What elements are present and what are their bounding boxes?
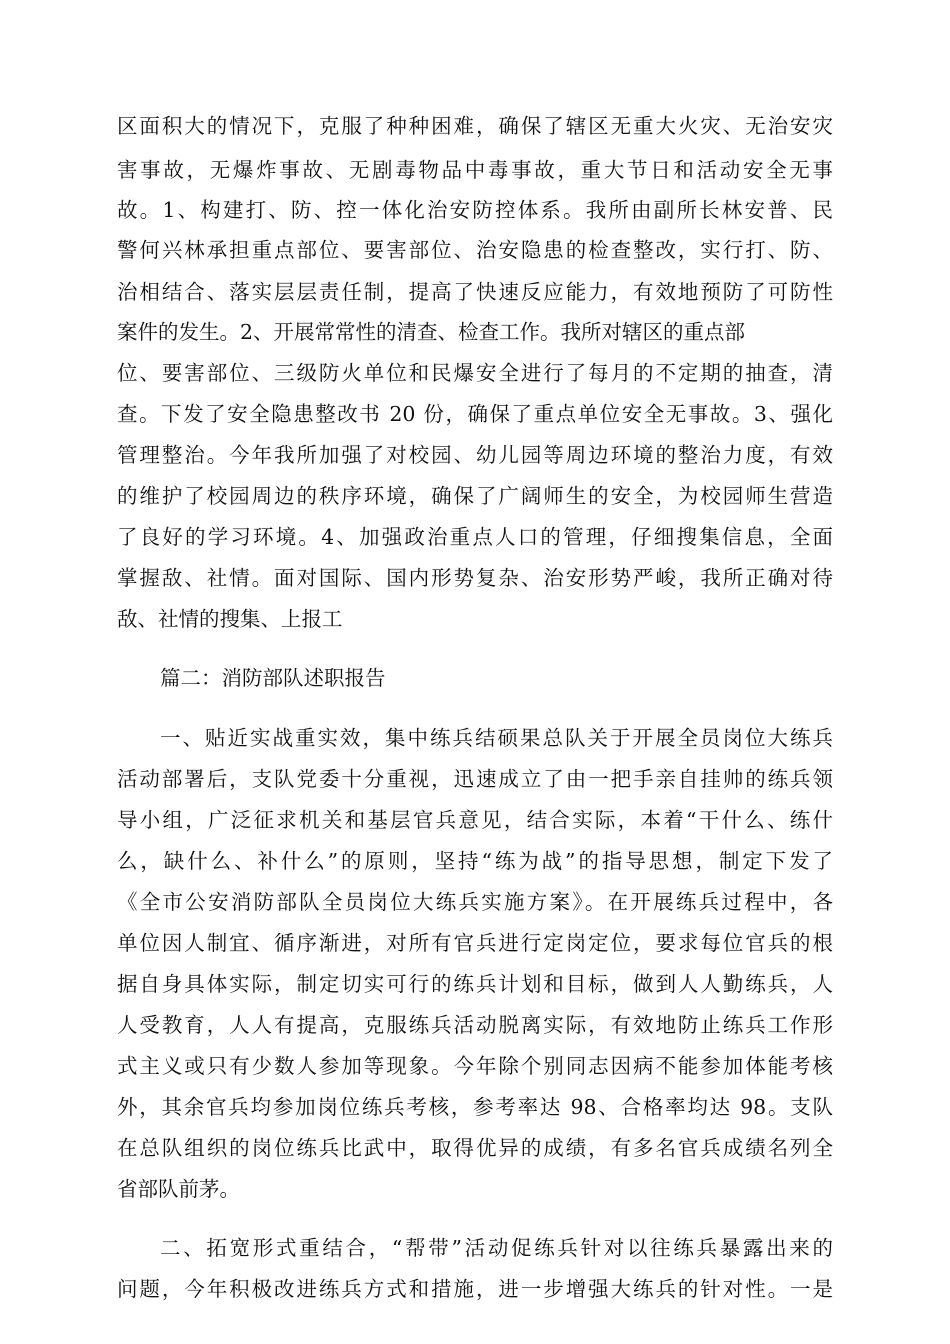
text-line: 问题，今年积极改进练兵方式和措施，进一步增强大练兵的针对性。一是 xyxy=(117,1277,833,1301)
text-line: 人受教育，人人有提高，克服练兵活动脱离实际，有效地防止练兵工作形 xyxy=(117,1013,833,1037)
text-line: 式主义或只有少数人参加等现象。今年除个别同志因病不能参加体能考核 xyxy=(117,1054,833,1078)
text-line: 二、拓宽形式重结合，“帮带”活动促练兵针对以往练兵暴露出来的 xyxy=(160,1236,833,1260)
text-line: 据自身具体实际，制定切实可行的练兵计划和目标，做到人人勤练兵，人 xyxy=(117,972,833,996)
text-line: 敌、社情的搜集、上报工 xyxy=(117,607,343,631)
text-line: 导小组，广泛征求机关和基层官兵意见，结合实际，本着“干什么、练什 xyxy=(117,808,833,832)
text-line: 害事故，无爆炸事故、无剧毒物品中毒事故，重大节日和活动安全无事 xyxy=(117,158,833,182)
text-line: 么，缺什么、补什么”的原则，坚持“练为战”的指导思想，制定下发了 xyxy=(117,849,833,873)
text-line: 治相结合、落实层层责任制，提高了快速反应能力，有效地预防了可防性 xyxy=(117,280,833,304)
text-line: 单位因人制宜、循序渐进，对所有官兵进行定岗定位，要求每位官兵的根 xyxy=(117,931,833,955)
text-line: 了良好的学习环境。4、加强政治重点人口的管理，仔细搜集信息，全面 xyxy=(117,525,833,549)
text-line: 《全市公安消防部队全员岗位大练兵实施方案》。在开展练兵过程中，各 xyxy=(117,890,833,914)
text-line: 一、贴近实战重实效，集中练兵结硕果总队关于开展全员岗位大练兵 xyxy=(160,726,833,750)
text-line: 位、要害部位、三级防火单位和民爆安全进行了每月的不定期的抽查，清 xyxy=(117,361,833,385)
text-line: 故。1、构建打、防、控一体化治安防控体系。我所由副所长林安普、民 xyxy=(117,198,833,222)
section-title: 篇二：消防部队述职报告 xyxy=(160,666,386,690)
text-line: 省部队前茅。 xyxy=(117,1177,240,1201)
text-line: 查。下发了安全隐患整改书 20 份，确保了重点单位安全无事故。3、强化 xyxy=(117,402,833,426)
text-line: 在总队组织的岗位练兵比武中，取得优异的成绩，有多名官兵成绩名列全 xyxy=(117,1136,833,1160)
text-line: 警何兴林承担重点部位、要害部位、治安隐患的检查整改，实行打、防、 xyxy=(117,238,833,262)
text-line: 管理整治。今年我所加强了对校园、幼儿园等周边环境的整治力度，有效 xyxy=(117,443,833,467)
text-line: 掌握敌、社情。面对国际、国内形势复杂、治安形势严峻，我所正确对待 xyxy=(117,566,833,590)
text-line: 区面积大的情况下，克服了种种困难，确保了辖区无重大火灾、无治安灾 xyxy=(117,114,833,138)
text-line: 活动部署后，支队党委十分重视，迅速成立了由一把手亲自挂帅的练兵领 xyxy=(117,767,833,791)
text-line: 外，其余官兵均参加岗位练兵考核，参考率达 98、合格率均达 98。支队 xyxy=(117,1095,833,1119)
text-line: 案件的发生。2、开展常常性的清查、检查工作。我所对辖区的重点部 xyxy=(117,320,746,344)
text-line: 的维护了校园周边的秩序环境，确保了广阔师生的安全，为校园师生营造 xyxy=(117,484,833,508)
